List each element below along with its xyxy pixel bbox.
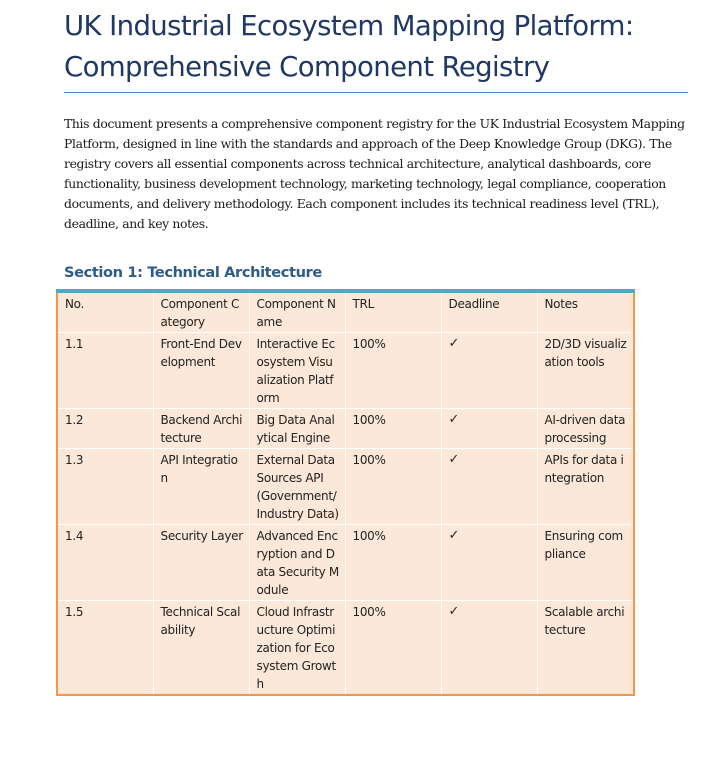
table-row xyxy=(57,449,634,525)
cell-category: Technical Scalability xyxy=(153,601,249,696)
component-registry-table xyxy=(56,289,635,696)
column-header-notes: Notes xyxy=(537,291,634,333)
cell-category: Front-End Development xyxy=(153,333,249,409)
title-divider xyxy=(64,92,688,93)
cell-trl: 100% xyxy=(345,601,441,696)
table-header-row xyxy=(57,291,634,333)
cell-no: 1.2 xyxy=(57,409,153,449)
document-title: UK Industrial Ecosystem Mapping Platform: Comprehensive Component Registry xyxy=(64,10,634,83)
cell-notes: APIs for data integration xyxy=(537,449,634,525)
checkmark-icon: ✓ xyxy=(441,601,537,696)
cell-notes: AI-driven data processing xyxy=(537,409,634,449)
cell-notes: Ensuring compliance xyxy=(537,525,634,601)
cell-category: API Integration xyxy=(153,449,249,525)
checkmark-icon: ✓ xyxy=(441,449,537,525)
checkmark-icon: ✓ xyxy=(441,333,537,409)
cell-trl: 100% xyxy=(345,409,441,449)
cell-name: Interactive Ecosystem Visualization Platform xyxy=(249,333,345,409)
cell-category: Backend Architecture xyxy=(153,409,249,449)
table-row xyxy=(57,409,634,449)
cell-name: Cloud Infrastructure Optimization for Ecosystem Growth xyxy=(249,601,345,696)
column-header-no: No. xyxy=(57,291,153,333)
cell-category: Security Layer xyxy=(153,525,249,601)
column-header-category: Component Category xyxy=(153,291,249,333)
cell-notes: 2D/3D visualization tools xyxy=(537,333,634,409)
section-heading: Section 1: Technical Architecture xyxy=(64,264,322,281)
cell-name: Big Data Analytical Engine xyxy=(249,409,345,449)
cell-name: External Data Sources API (Government/Industry Data) xyxy=(249,449,345,525)
intro-paragraph: This document presents a comprehensive component registry for the UK Industrial Ecosystem Mapping Platform, designed in line with the standards and approach of the Deep Knowledge Group (DKG). The registry covers all essential components across technical architecture, analytical dashboards, core functionality, business development technology, marketing technology, legal compliance, cooperation documents, and delivery methodology. Each component includes its technical readiness level (TRL), deadline, and key notes. xyxy=(64,116,685,231)
column-header-deadline: Deadline xyxy=(441,291,537,333)
cell-no: 1.3 xyxy=(57,449,153,525)
cell-no: 1.1 xyxy=(57,333,153,409)
table-row xyxy=(57,601,634,696)
cell-notes: Scalable architecture xyxy=(537,601,634,696)
cell-trl: 100% xyxy=(345,449,441,525)
table-row xyxy=(57,525,634,601)
cell-trl: 100% xyxy=(345,333,441,409)
cell-no: 1.4 xyxy=(57,525,153,601)
column-header-trl: TRL xyxy=(345,291,441,333)
cell-no: 1.5 xyxy=(65,605,84,619)
checkmark-icon: ✓ xyxy=(441,409,537,449)
cell-trl: 100% xyxy=(345,525,441,601)
cell-name: Advanced Encryption and Data Security Module xyxy=(249,525,345,601)
table-row xyxy=(57,333,634,409)
column-header-name: Component Name xyxy=(249,291,345,333)
checkmark-icon: ✓ xyxy=(441,525,537,601)
